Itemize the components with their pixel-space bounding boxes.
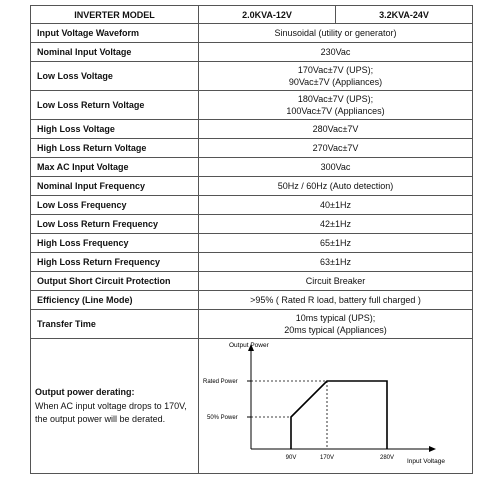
table-row <box>31 43 473 62</box>
row-value: 63±1Hz <box>199 253 473 272</box>
row-value: 65±1Hz <box>199 234 473 253</box>
row-label: High Loss Return Frequency <box>31 253 199 272</box>
row-value: 50Hz / 60Hz (Auto detection) <box>199 177 473 196</box>
row-value: 230Vac <box>199 43 473 62</box>
table-row <box>31 234 473 253</box>
table-row <box>31 215 473 234</box>
row-label: Low Loss Frequency <box>31 196 199 215</box>
table-header-row <box>31 6 473 24</box>
row-label: Output Short Circuit Protection <box>31 272 199 291</box>
derating-description <box>31 339 199 474</box>
row-value: Sinusoidal (utility or generator) <box>199 24 473 43</box>
half-power-label: 50% Power <box>207 415 238 421</box>
row-label: Efficiency (Line Mode) <box>31 291 199 310</box>
table-row <box>31 177 473 196</box>
row-value: 280Vac±7V <box>199 120 473 139</box>
row-label: Low Loss Return Frequency <box>31 215 199 234</box>
row-value: 270Vac±7V <box>199 139 473 158</box>
table-row <box>31 62 473 91</box>
row-value <box>199 91 473 120</box>
row-label: Input Voltage Waveform <box>31 24 199 43</box>
derating-curve <box>291 381 387 449</box>
row-value-line: 170Vac±7V (UPS); <box>297 65 374 75</box>
row-label: Nominal Input Frequency <box>31 177 199 196</box>
header-model-2kva: 2.0KVA-12V <box>199 6 336 24</box>
row-value: >95% ( Rated R load, battery full charged ) <box>199 291 473 310</box>
row-value: 300Vac <box>199 158 473 177</box>
derating-note-line: When AC input voltage drops to 170V, <box>35 400 187 411</box>
row-value-line: 100Vac±7V (Appliances) <box>286 106 385 116</box>
row-label: High Loss Voltage <box>31 120 199 139</box>
row-label: High Loss Return Voltage <box>31 139 199 158</box>
row-label: Low Loss Return Voltage <box>31 91 199 120</box>
row-value: 40±1Hz <box>199 196 473 215</box>
x-tick-label: 90V <box>285 455 297 461</box>
derating-title: Output power derating: <box>35 386 135 397</box>
table-row <box>31 139 473 158</box>
derating-note-line: the output power will be derated. <box>35 413 166 424</box>
table-row <box>31 272 473 291</box>
table-row <box>31 196 473 215</box>
table-row <box>31 253 473 272</box>
x-tick-label: 170V <box>319 455 335 461</box>
row-value: 42±1Hz <box>199 215 473 234</box>
x-axis-label: Input Voltage <box>407 458 445 465</box>
row-value-line: 90Vac±7V (Appliances) <box>288 77 383 87</box>
derating-chart-cell <box>199 339 473 474</box>
row-value <box>199 310 473 339</box>
header-inverter-model: INVERTER MODEL <box>31 6 199 24</box>
row-label: Transfer Time <box>31 310 199 339</box>
table-row <box>31 158 473 177</box>
row-value <box>199 62 473 91</box>
row-value-line: 180Vac±7V (UPS); <box>297 94 374 104</box>
derating-row <box>31 339 473 474</box>
table-row <box>31 291 473 310</box>
spec-table <box>30 5 473 474</box>
header-model-3kva: 3.2KVA-24V <box>336 6 473 24</box>
derating-chart <box>199 339 471 471</box>
x-axis-arrow <box>429 446 436 452</box>
y-axis-label: Output Power <box>229 342 269 349</box>
row-value-line: 20ms typical (Appliances) <box>284 325 387 335</box>
table-row <box>31 120 473 139</box>
row-label: Nominal Input Voltage <box>31 43 199 62</box>
table-row <box>31 91 473 120</box>
row-label: Max AC Input Voltage <box>31 158 199 177</box>
rated-power-label: Rated Power <box>203 379 238 385</box>
row-value-line: 10ms typical (UPS); <box>295 313 376 323</box>
table-row <box>31 24 473 43</box>
row-value: Circuit Breaker <box>199 272 473 291</box>
row-label: Low Loss Voltage <box>31 62 199 91</box>
table-row <box>31 310 473 339</box>
x-tick-label: 280V <box>379 455 395 461</box>
row-label: High Loss Frequency <box>31 234 199 253</box>
